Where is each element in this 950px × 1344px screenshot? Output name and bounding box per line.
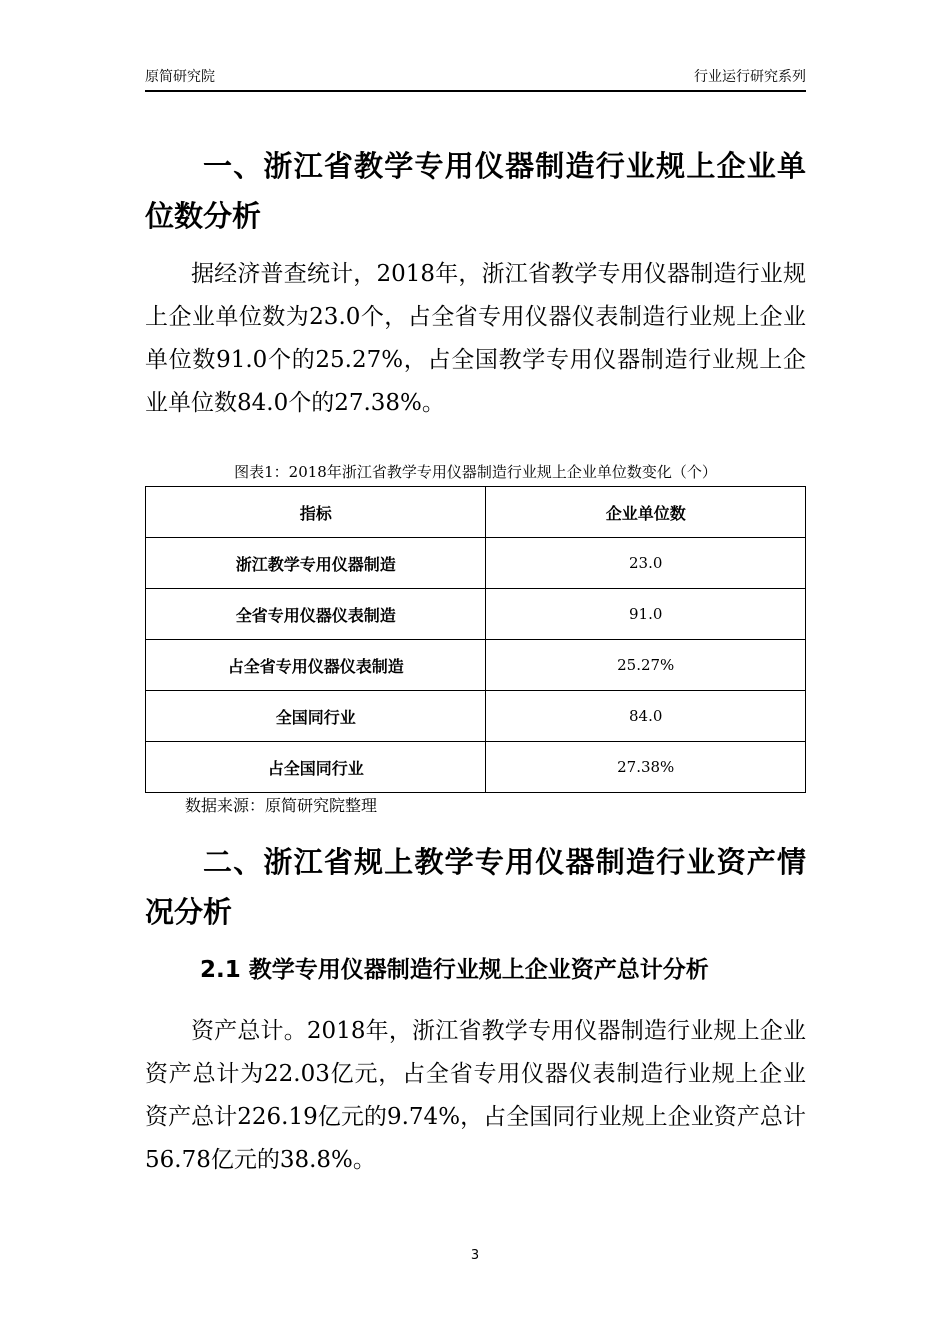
header-series-name: 行业运行研究系列 [694,69,806,85]
table-row [146,589,806,640]
row-label: 全省专用仪器仪表制造 [146,589,486,640]
row-label: 全国同行业 [146,691,486,742]
page-header [145,66,806,92]
table-row [146,640,806,691]
row-value: 91.0 [486,589,806,640]
table-row [146,538,806,589]
section2-subheading: 2.1 教学专用仪器制造行业规上企业资产总计分析 [200,957,709,983]
column-header-indicator: 指标 [146,487,486,538]
table-row [146,691,806,742]
row-value: 84.0 [486,691,806,742]
table-header-row [146,487,806,538]
row-label: 占全省专用仪器仪表制造 [146,640,486,691]
section1-paragraph: 据经济普查统计，2018年，浙江省教学专用仪器制造行业规上企业单位数为23.0个，占全省专用仪器仪表制造行业规上企业单位数91.0个的25.27%，占全国教学专用仪器制造行业规上企业单位数84.0个的27.38%。 [145,261,806,416]
section2-paragraph: 资产总计。2018年，浙江省教学专用仪器制造行业规上企业资产总计为22.03亿元，占全省专用仪器仪表制造行业规上企业资产总计226.19亿元的9.74%，占全国同行业规上企业资产总计56.78亿元的38.8%。 [145,1018,806,1173]
section1-heading: 一、浙江省教学专用仪器制造行业规上企业单位数分析 [145,149,806,233]
column-header-enterprise-count: 企业单位数 [486,487,806,538]
row-value: 23.0 [486,538,806,589]
row-label: 占全国同行业 [146,742,486,793]
row-value: 25.27% [486,640,806,691]
section2-heading: 二、浙江省规上教学专用仪器制造行业资产情况分析 [145,845,806,929]
enterprise-count-table [145,486,806,793]
table-row [146,742,806,793]
header-org-name: 原简研究院 [145,69,215,85]
row-value: 27.38% [486,742,806,793]
table-caption: 图表1：2018年浙江省教学专用仪器制造行业规上企业单位数变化（个） [234,463,717,481]
page-number: 3 [470,1248,480,1263]
row-label: 浙江教学专用仪器制造 [146,538,486,589]
table-source-note: 数据来源：原简研究院整理 [185,796,378,815]
